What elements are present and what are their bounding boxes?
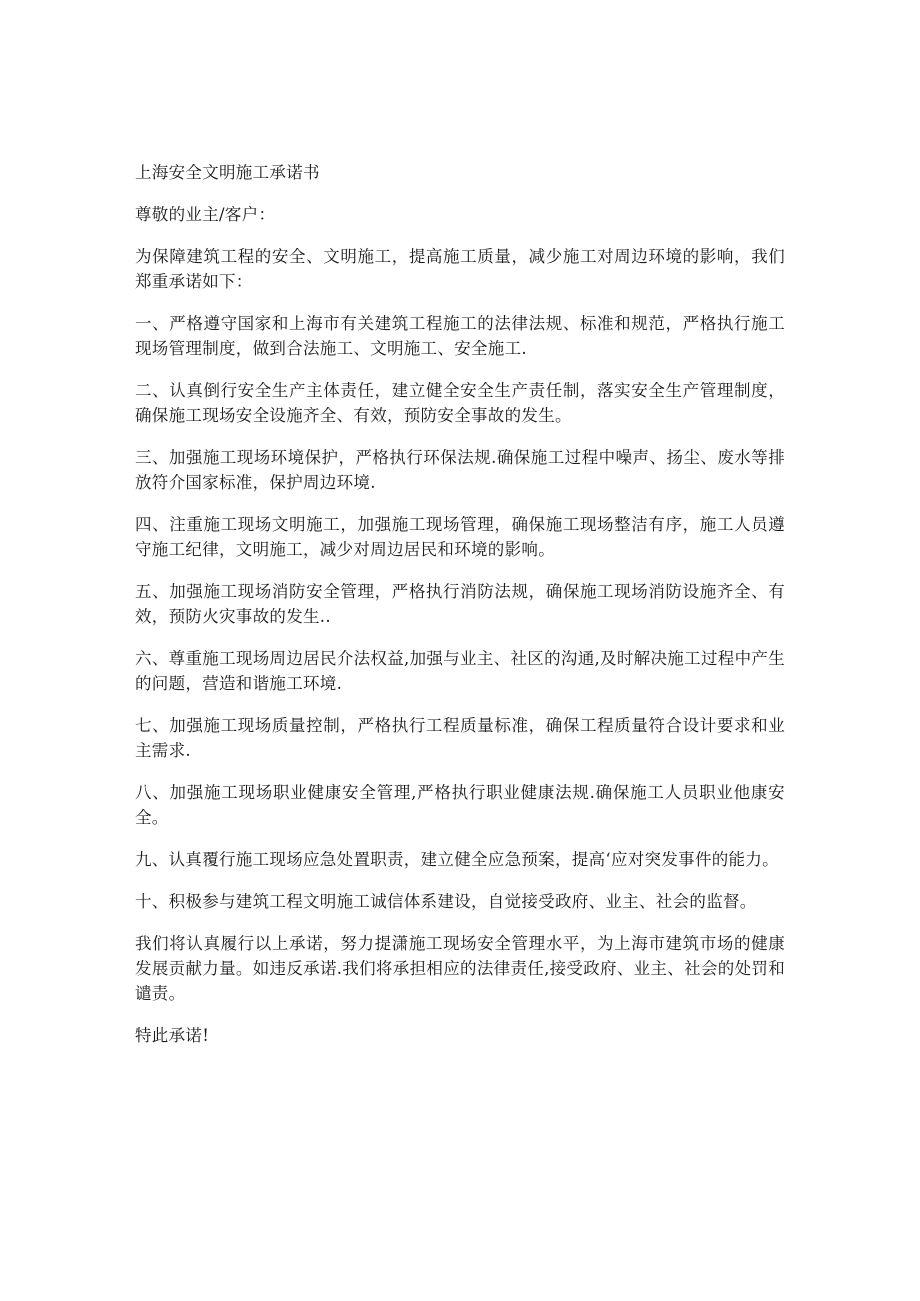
salutation: 尊敬的业主/客户： bbox=[135, 205, 276, 224]
commitment-item-6: 六、尊重施工现场周边居民介法权益,加强与业主、社区的沟通,及时解决施工过程中产生的问题，营造和谐施工环境. bbox=[135, 649, 785, 693]
commitment-item-3: 三、加强施工现场环境保护，严格执行环保法规.确保施工过程中噪声、扬尘、废水等排放符介国家标准，保护周边环境. bbox=[135, 448, 785, 492]
commitment-item-1: 一、严格遵守国家和上海市有关建筑工程施工的法律法规、标准和规范，严格执行施工现场管理制度，做到合法施工、文明施工、安全施工. bbox=[135, 314, 785, 358]
commitment-item-7: 七、加强施工现场质量控制，严格执行工程质量标准，确保工程质量符合设计要求和业主需求. bbox=[135, 716, 785, 760]
commitment-item-8: 八、加强施工现场职业健康安全管理,严格执行职业健康法规.确保施工人员职业他康安全。 bbox=[135, 783, 785, 827]
signoff: 特此承诺! bbox=[135, 1026, 210, 1045]
commitment-item-10: 十、积极参与建筑工程文明施工诚信体系建设，自觉接受政府、业主、社会的监督。 bbox=[135, 892, 757, 911]
commitment-item-5: 五、加强施工现场消防安全管理，严格执行消防法规，确保施工现场消防设施齐全、有效，预防火灾事故的发生.. bbox=[135, 582, 785, 626]
commitment-item-2: 二、认真倒行安全生产主体责任，建立健全安全生产责任制，落实安全生产管理制度，确保施工现场安全设施齐全、有效，预防安全事故的发生。 bbox=[135, 381, 785, 425]
closing-paragraph: 我们将认真履行以上承诺，努力提潇施工现场安全管理水平，为上海市建筑市场的健康发展贡献力量。如违反承诺.我们将承担相应的法律责任,接受政府、业主、社会的处罚和谴责。 bbox=[135, 934, 785, 1003]
document-body bbox=[135, 160, 785, 1065]
document-title: 上海安全文明施工承诺书 bbox=[135, 163, 320, 182]
commitment-item-4: 四、注重施工现场文明施工，加强施工现场管理，确保施工现场整洁有序，施工人员遵守施工纪律，文明施工，减少对周边居民和环境的影响。 bbox=[135, 515, 785, 559]
intro-paragraph: 为保障建筑工程的安全、文明施工，提高施工质量，减少施工对周边环境的影响，我们郑重承诺如下： bbox=[135, 247, 785, 291]
commitment-item-9: 九、认真覆行施工现场应急处置职责，建立健全应急预案，提高‘应对突发事件的能力。 bbox=[135, 850, 779, 869]
